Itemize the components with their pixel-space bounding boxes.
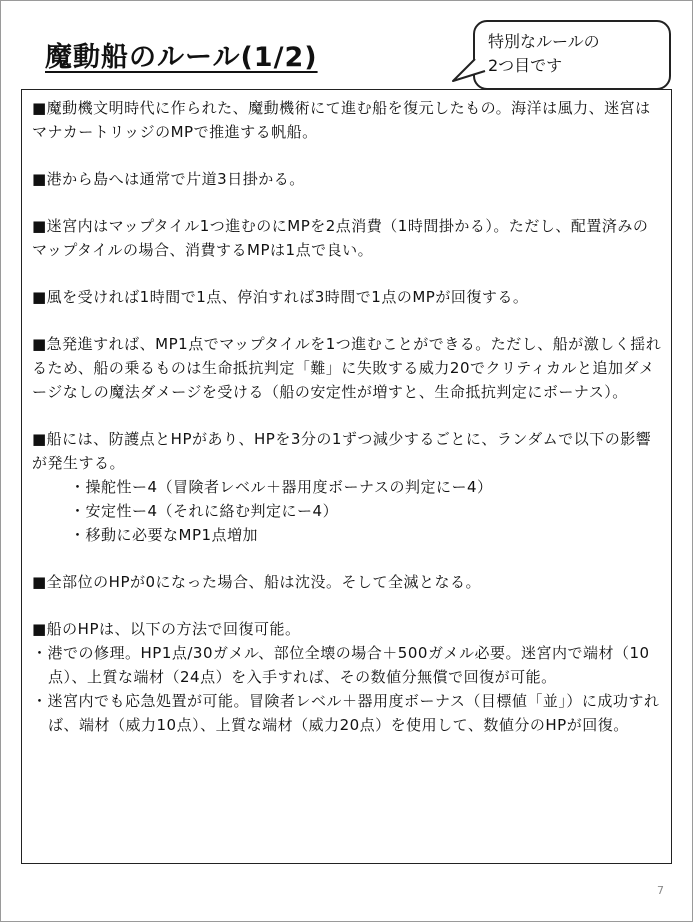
rule-paragraph: ■迷宮内はマップタイル1つ進むのにMPを2点消費（1時間掛かる）。ただし、配置済みのマップタイルの場合、消費するMPは1点で良い。 — [32, 217, 649, 259]
list-item: ・移動に必要なMP1点増加 — [70, 526, 259, 544]
list-item: ・迷宮内でも応急処置が可能。冒険者レベル＋器用度ボーナス（目標値「並」）に成功すれば、端材（威力10点）、上質な端材（威力20点）を使用して、数値分のHPが回復。 — [32, 692, 660, 734]
rules-box — [21, 89, 672, 864]
rule-paragraph: ■急発進すれば、MP1点でマップタイルを1つ進むことができる。ただし、船が激しく揺れるため、船の乗るものは生命抵抗判定「難」に失敗する威力20でクリティカルと追加ダメージなしの魔法ダメージを受ける（船の安定性が増すと、生命抵抗判定にボーナス）。 — [32, 335, 662, 401]
callout-tail — [449, 57, 489, 87]
page-number: 7 — [657, 884, 664, 897]
rule-paragraph: ■船のHPは、以下の方法で回復可能。 — [32, 620, 301, 638]
rule-paragraph: ■港から島へは通常で片道3日掛かる。 — [32, 170, 305, 188]
repair-list — [32, 641, 663, 737]
callout-text: 特別なルールの 2つ目です — [488, 32, 600, 75]
list-item: ・操舵性ー4（冒険者レベル＋器用度ボーナスの判定にー4） — [70, 478, 493, 496]
rule-paragraph: ■魔動機文明時代に作られた、魔動機術にて進む船を復元したもの。海洋は風力、迷宮はマナカートリッジのMPで推進する帆船。 — [32, 99, 651, 141]
rule-paragraph: ■風を受ければ1時間で1点、停泊すれば3時間で1点のMPが回復する。 — [32, 288, 529, 306]
rule-paragraph: ■全部位のHPが0になった場合、船は沈没。そして全滅となる。 — [32, 573, 482, 591]
list-item: ・港での修理。HP1点/30ガメル、部位全壊の場合＋500ガメル必要。迷宮内で端材（10点）、上質な端材（24点）を入手すれば、その数値分無償で回復が可能。 — [32, 644, 650, 686]
page-title: 魔動船のルール(1/2) — [45, 42, 318, 73]
rule-paragraph: ■船には、防護点とHPがあり、HPを3分の1ずつ減少するごとに、ランダムで以下の影響が発生する。 — [32, 430, 652, 472]
effect-list — [32, 475, 663, 547]
callout-bubble — [473, 20, 671, 90]
list-item: ・安定性ー4（それに絡む判定にー4） — [70, 502, 339, 520]
